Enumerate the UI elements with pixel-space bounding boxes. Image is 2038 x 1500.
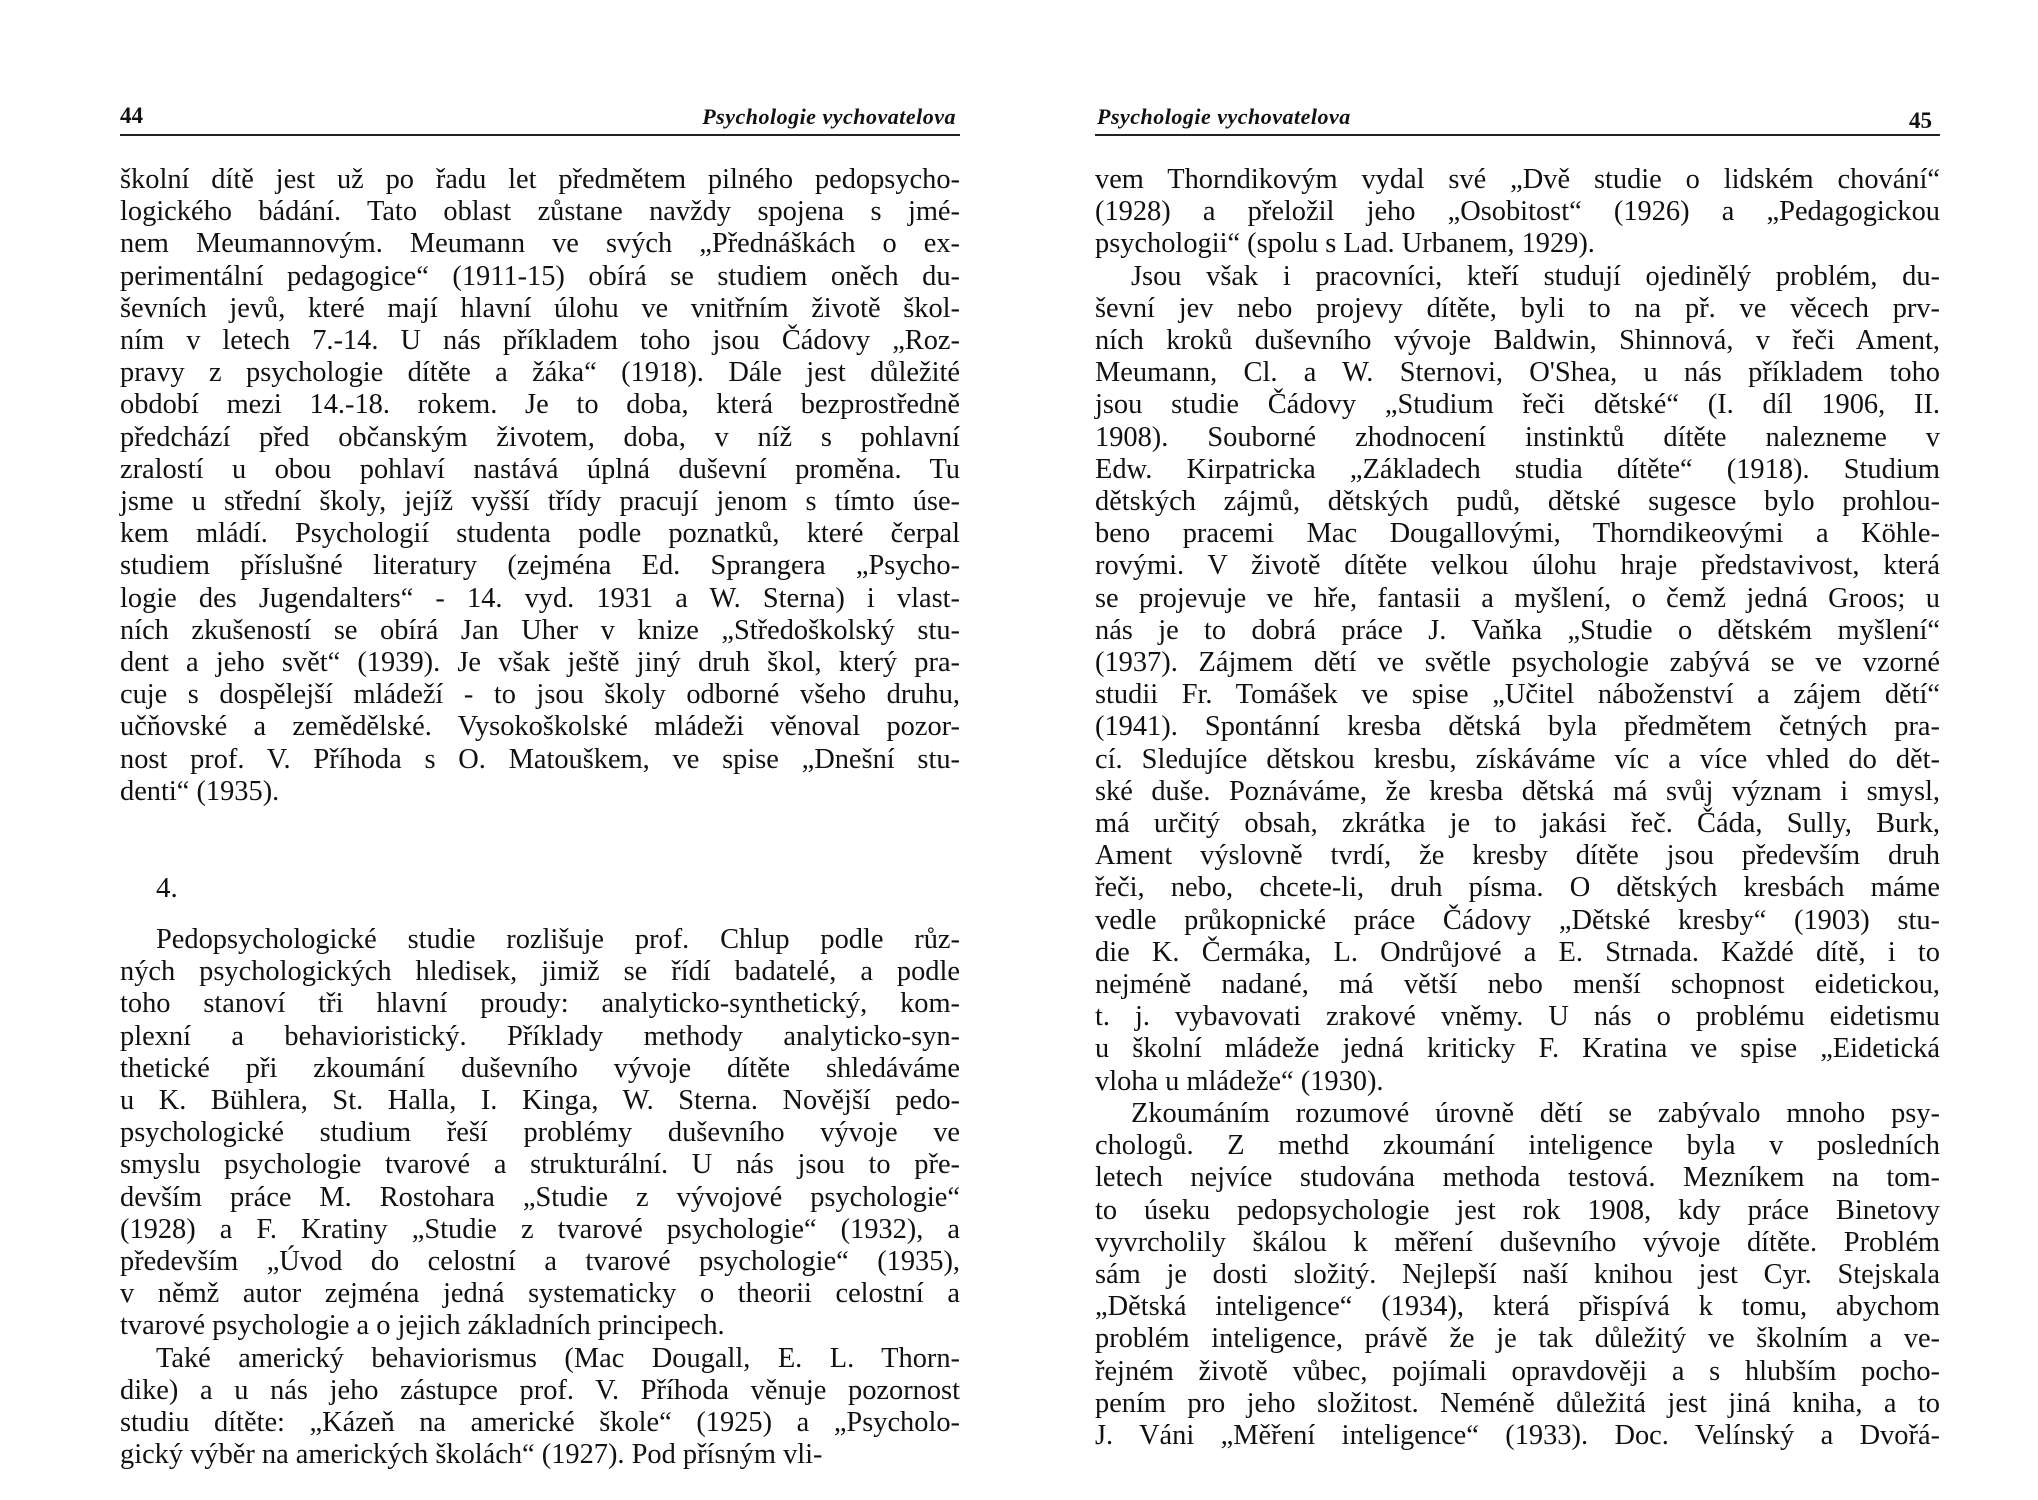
text-line: dětských zájmů, dětských pudů, dětské sugesce bylo prohlou- [1095,486,1940,518]
text-line: vyvrcholily škálou k měření duševního vývoje dítěte. Problém [1095,1226,1940,1258]
running-head [120,100,960,136]
text-line: vloha u mládeže“ (1930). [1095,1065,1384,1097]
text-line: toho stanoví tři hlavní proudy: analyticko-synthetický, kom- [120,988,960,1020]
text-line: beno pracemi Mac Dougallovými, Thorndikeovými a Köhle- [1095,518,1940,550]
text-line: studiu dítěte: „Kázeň na americké škole“ (1925) a „Psycholo- [120,1407,960,1439]
text-line: učňovské a zemědělské. Vysokoškolské mládeži věnoval pozor- [120,711,960,743]
text-line: devším práce M. Rostohara „Studie z vývojové psychologie“ [120,1181,960,1213]
paragraph [120,924,960,1471]
text-line: denti“ (1935). [120,775,280,807]
text-line: smyslu psychologie tvarové a strukturální. U nás jsou to pře- [120,1149,960,1181]
text-line: t. j. vybavovati zrakové vněmy. U nás o problému eidetismu [1095,1001,1940,1033]
text-line: Ament výslovně tvrdí, že kresby dítěte jsou především druh [1095,840,1940,872]
right-page [1095,0,1940,1500]
text-line: ševní jev nebo projevy dítěte, byli to na př. ve věcech prv- [1095,292,1940,324]
text-line: perimentální pedagogice“ (1911-15) obírá se studiem oněch du- [120,260,960,292]
text-line: má určitý obsah, zkrátka je to jakási řeč. Čáda, Sully, Burk, [1095,808,1940,840]
text-line: Zkoumáním rozumové úrovně dětí se zabývalo mnoho psy- [1131,1097,1940,1129]
running-head [1095,100,1940,136]
text-line: cuje s dospělejší mládeží - to jsou školy odborné všeho druhu, [120,679,960,711]
text-line: problém inteligence, právě že je tak důležitý ve školním a ve- [1095,1323,1940,1355]
paragraph [120,164,960,808]
text-line: (1928) a přeložil jeho „Osobitost“ (1926) a „Pedagogickou [1095,196,1940,228]
text-line: předchází před občanským životem, doba, v níž s pohlavní [120,421,960,453]
page-number: 45 [1909,108,1932,133]
text-line: ních kroků duševního vývoje Baldwin, Shinnová, v řeči Ament, [1095,325,1940,357]
text-line: to úseku pedopsychologie jest rok 1908, kdy práce Binetovy [1095,1194,1940,1226]
text-line: zralostí u obou pohlaví nastává úplná duševní proměna. Tu [120,453,960,485]
section-number: 4. [156,872,178,904]
text-line: nem Meumannovým. Meumann ve svých „Přednáškách o ex- [120,228,960,260]
text-line: nás je to dobrá práce J. Vaňka „Studie o dětském myšlení“ [1095,614,1940,646]
text-line: (1928) a F. Kratiny „Studie z tvarové psychologie“ (1932), a [120,1213,960,1245]
text-line: ných psychologických hledisek, jimiž se řídí badatelé, a podle [120,956,960,988]
text-line: studiem příslušné literatury (zejména Ed. Sprangera „Psycho- [120,550,960,582]
text-line: sám je dosti složitý. Nejlepší naší knihou jest Cyr. Stejskala [1095,1258,1940,1290]
text-line: Také americký behaviorismus (Mac Dougall, E. L. Thorn- [156,1342,960,1374]
text-line: ních zkušeností se obírá Jan Uher v knize „Středoškolský stu- [120,614,960,646]
text-line: jsme u střední školy, jejíž vyšší třídy pracují jenom s tímto úse- [120,486,960,518]
text-line: řeči, nebo, chcete-li, druh písma. O dětských kresbách máme [1095,872,1940,904]
text-line: die K. Čermáka, L. Ondrůjové a E. Strnada. Každé dítě, i to [1095,936,1940,968]
text-line: logie des Jugendalters“ - 14. vyd. 1931 a W. Sterna) i vlast- [120,582,960,614]
text-line: rovými. V životě dítěte velkou úlohu hraje představivost, která [1095,550,1940,582]
text-line: Meumann, Cl. a W. Sternovi, O'Shea, u nás příkladem toho [1095,357,1940,389]
text-line: období mezi 14.-18. rokem. Je to doba, která bezprostředně [120,389,960,421]
text-line: kem mládí. Psychologií studenta podle poznatků, které čerpal [120,518,960,550]
text-line: (1941). Spontánní kresba dětská byla předmětem četných pra- [1095,711,1940,743]
text-line: tvarové psychologie a o jejich základních principech. [120,1310,725,1342]
text-line: se projevuje ve hře, fantasii a myšlení, o čemž jedná Groos; u [1095,582,1940,614]
text-line: především „Úvod do celostní a tvarové psychologie“ (1935), [120,1246,960,1278]
text-line: thetické při zkoumání duševního vývoje dítěte shledáváme [120,1052,960,1084]
text-line: ševních jevů, které mají hlavní úlohu ve vnitřním životě škol- [120,292,960,324]
text-line: řejném životě vůbec, pojímali opravdověji a s hlubším pocho- [1095,1355,1940,1387]
text-line: 1908). Souborné zhodnocení instinktů dítěte nalezneme v [1095,421,1940,453]
text-line: logického bádání. Tato oblast zůstane navždy spojena s jmé- [120,196,960,228]
text-line: jsou studie Čádovy „Studium řeči dětské“ (I. díl 1906, II. [1095,389,1940,421]
text-line: u školní mládeže jedná kriticky F. Kratina ve spise „Eidetická [1095,1033,1940,1065]
text-line: psychologické studium řeší problémy duševního vývoje ve [120,1117,960,1149]
text-line: Jsou však i pracovníci, kteří studují ojedinělý problém, du- [1131,260,1940,292]
text-line: školní dítě jest už po řadu let předmětem pilného pedopsycho- [120,164,960,195]
text-line: (1937). Zájmem dětí ve světle psychologie zabývá se ve vzorné [1095,647,1940,679]
text-line: dent a jeho svět“ (1939). Je však ještě jiný druh škol, který pra- [120,647,960,679]
text-line: u K. Bühlera, St. Halla, I. Kinga, W. Sterna. Novější pedo- [120,1085,960,1117]
text-line: vem Thorndikovým vydal své „Dvě studie o lidském chování“ [1095,164,1940,195]
text-line: „Dětská inteligence“ (1934), která přispívá k tomu, abychom [1095,1291,1940,1323]
text-line: nost prof. V. Příhoda s O. Matouškem, ve spise „Dnešní stu- [120,743,960,775]
running-title: Psychologie vychovatelova [702,104,956,129]
text-line: psychologii“ (spolu s Lad. Urbanem, 1929). [1095,228,1595,260]
paragraph [1095,164,1940,1452]
text-line: cí. Sledujíce dětskou kresbu, získáváme víc a více vhled do dět- [1095,743,1940,775]
text-line: pením pro jeho složitost. Neméně důležitá jest jiná kniha, a to [1095,1387,1940,1419]
text-line: studii Fr. Tomášek ve spise „Učitel náboženství a zájem dětí“ [1095,679,1940,711]
running-title: Psychologie vychovatelova [1097,104,1351,129]
text-line: plexní a behavioristický. Příklady methody analyticko-syn- [120,1020,960,1052]
text-line: v němž autor zejména jedná systematicky o theorii celostní a [120,1278,960,1310]
text-line: nejméně nadané, má větší nebo menší schopnost eidetickou, [1095,969,1940,1001]
text-line: Edw. Kirpatricka „Základech studia dítěte“ (1918). Studium [1095,453,1940,485]
text-line: ním v letech 7.-14. U nás příkladem toho jsou Čádovy „Roz- [120,325,960,357]
page-number: 44 [120,103,143,128]
left-page [120,0,960,1500]
text-line: vedle průkopnické práce Čádovy „Dětské kresby“ (1903) stu- [1095,904,1940,936]
text-line: J. Váni „Měření inteligence“ (1933). Doc. Velínský a Dvořá- [1095,1419,1940,1451]
text-line: Pedopsychologické studie rozlišuje prof. Chlup podle růz- [156,924,960,955]
text-line: pravy z psychologie dítěte a žáka“ (1918). Dále jest důležité [120,357,960,389]
text-line: ské duše. Poznáváme, že kresba dětská má svůj význam i smysl, [1095,775,1940,807]
text-line: dike) a u nás jeho zástupce prof. V. Příhoda věnuje pozornost [120,1374,960,1406]
text-line: gický výběr na amerických školách“ (1927). Pod přísným vli- [120,1439,823,1471]
text-line: letech nejvíce studována methoda testová. Mezníkem na tom- [1095,1162,1940,1194]
text-line: chologů. Z methd zkoumání inteligence byla v posledních [1095,1130,1940,1162]
